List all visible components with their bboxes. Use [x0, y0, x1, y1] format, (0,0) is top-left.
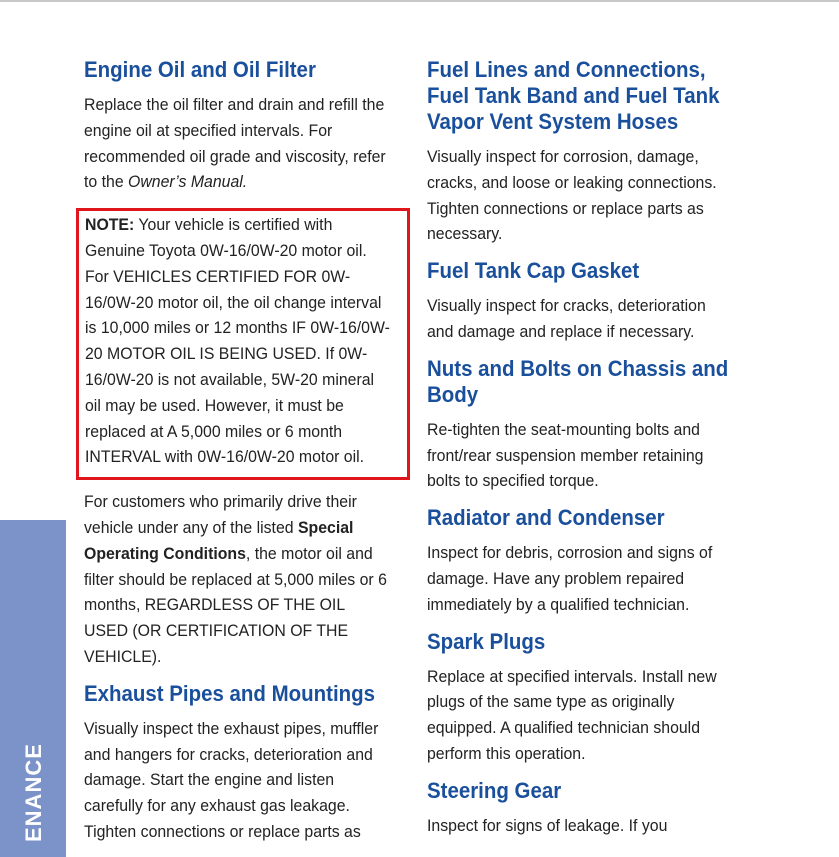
radiator-section: [427, 505, 742, 618]
right-column: [427, 57, 742, 850]
nuts-bolts-section: [427, 356, 742, 495]
exhaust-body: Visually inspect the exhaust pipes, muffler and hangers for cracks, deterioration and damage. Start the engine and listen carefully for any exhaust gas leakage. Tighten connections or replace parts as: [84, 719, 379, 841]
nuts-bolts-heading-2: Body: [427, 381, 479, 407]
radiator-heading: Radiator and Condenser: [427, 505, 665, 531]
special-conditions-bold: Special Operating Conditions: [84, 518, 354, 563]
special-conditions-b: , the motor oil and filter should be replaced at 5,000 miles or 6 months, REGARDLESS OF THE OIL USED (OR CERTIFICATION OF THE VEHICLE).: [84, 544, 387, 666]
top-divider: [0, 0, 839, 2]
spark-plugs-section: [427, 629, 742, 768]
left-column: [84, 57, 402, 856]
special-conditions-text: [84, 490, 389, 671]
engine-oil-body: [84, 93, 389, 196]
engine-oil-heading: Engine Oil and Oil Filter: [84, 57, 316, 82]
fuel-cap-section: [427, 258, 742, 346]
radiator-body: Inspect for debris, corrosion and signs of damage. Have any problem repaired immediately by a qualified technician.: [427, 544, 713, 614]
exhaust-heading: Exhaust Pipes and Mountings: [84, 680, 376, 706]
fuel-cap-heading: Fuel Tank Cap Gasket: [427, 258, 640, 284]
special-conditions-a: For customers who primarily drive their vehicle under any of the listed: [84, 493, 357, 537]
fuel-lines-heading: [427, 57, 720, 135]
fuel-cap-body: Visually inspect for cracks, deterioration and damage and replace if necessary.: [427, 297, 706, 341]
fuel-lines-section: [427, 57, 742, 248]
steering-heading: Steering Gear: [427, 777, 562, 803]
nuts-bolts-heading-1: Nuts and Bolts on Chassis and: [427, 355, 729, 381]
owners-manual-ref: Owner’s Manual.: [128, 173, 248, 192]
fuel-lines-body: Visually inspect for corrosion, damage, cracks, and loose or leaking connections. Tighten connections or replace parts as necessary.: [427, 148, 717, 244]
nuts-bolts-body: Re-tighten the seat-mounting bolts and front/rear suspension member retaining bolts to specified torque.: [427, 420, 704, 491]
oil-note-text: [85, 213, 390, 471]
fuel-lines-heading-3: Vapor Vent System Hoses: [427, 109, 679, 134]
spark-plugs-heading: Spark Plugs: [427, 628, 546, 654]
steering-section: [427, 778, 742, 840]
steering-body: Inspect for signs of leakage. If you: [427, 816, 668, 835]
exhaust-section: [84, 681, 402, 846]
nuts-bolts-heading: [427, 355, 729, 408]
engine-oil-body-text: Replace the oil filter and drain and refill the engine oil at specified intervals. For recommended oil grade and viscosity, refer to the: [84, 96, 386, 192]
fuel-lines-heading-2: Fuel Tank Band and Fuel Tank: [427, 83, 720, 108]
oil-note-box: [76, 208, 410, 480]
spark-plugs-body: Replace at specified intervals. Install new plugs of the same type as originally equipped. A qualified technician should perform this operation.: [427, 667, 717, 763]
note-label: NOTE:: [85, 216, 135, 235]
engine-oil-section: [84, 57, 402, 671]
fuel-lines-heading-1: Fuel Lines and Connections,: [427, 57, 706, 82]
note-body: Your vehicle is certified with Genuine Toyota 0W-16/0W-20 motor oil. For VEHICLES CERTIFIED FOR 0W-16/0W-20 motor oil, the oil change interval is 10,000 miles or 12 months IF 0W-16/0W-20 MOTOR OIL IS BEING USED. If 0W-16/0W-20 is not available, 5W-20 mineral oil may be used. However, it must be replaced at A 5,000 miles or 6 month INTERVAL with 0W-16/0W-20 motor oil.: [85, 216, 390, 467]
side-tab-label: ENANCE: [21, 743, 46, 842]
